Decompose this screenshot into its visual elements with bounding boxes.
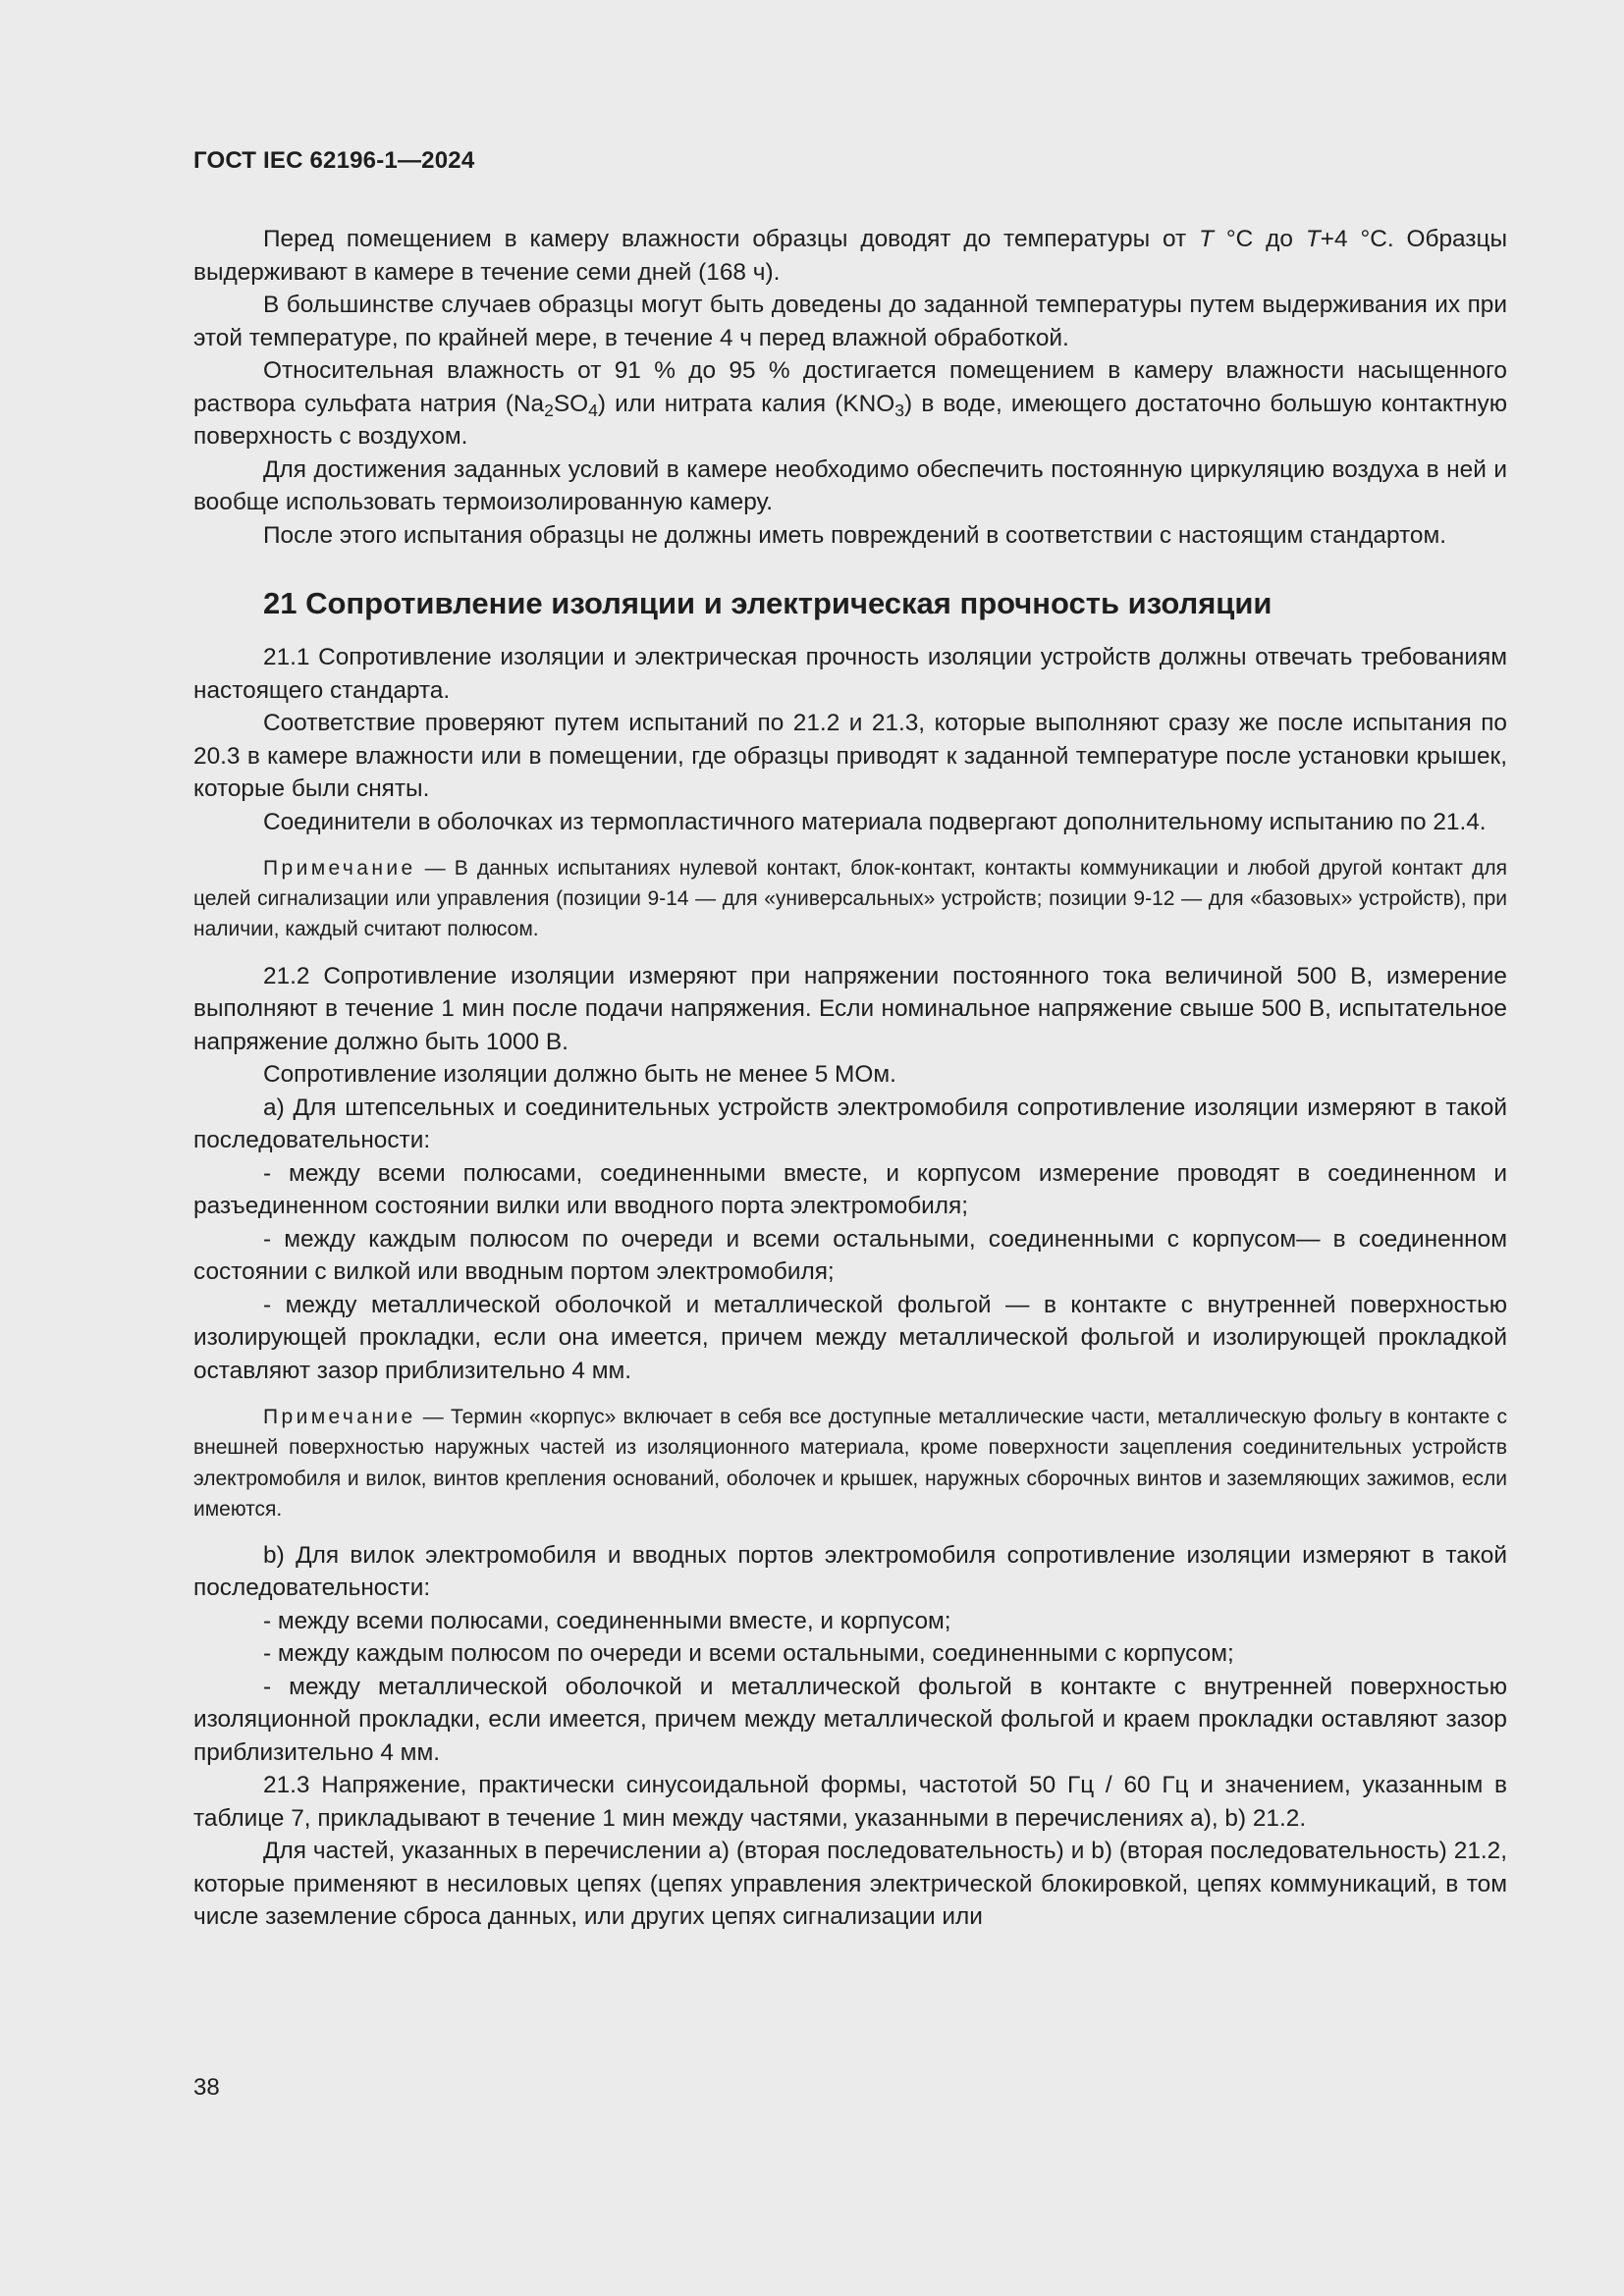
note-label: Примечание bbox=[263, 1406, 416, 1429]
list-dash-item: - между всеми полюсами, соединенными вместе, и корпусом измерение проводят в соединенном и разъединенном состоянии вилки или вводного порта электромобиля; bbox=[193, 1159, 1507, 1220]
variable-t: T bbox=[1199, 226, 1214, 252]
list-item-b: b) Для вилок электромобиля и вводных портов электромобиля сопротивление изоляции измеряют в такой последовательности: bbox=[193, 1541, 1507, 1602]
paragraph-21-3: 21.3 Напряжение, практически синусоидальной формы, частотой 50 Гц / 60 Гц и значением, указанным в таблице 7, прикладывают в течение 1 мин между частями, указанными в перечислениях a), b) 21.2. bbox=[193, 1772, 1507, 1832]
text-run: Перед помещением в камеру влажности образцы доводят до температуры от bbox=[263, 226, 1200, 252]
list-dash-item: - между металлической оболочкой и металлической фольгой в контакте с внутренней поверхностью изоляционной прокладки, если имеется, причем между металлической фольгой и краем прокладки оставляют зазор приблизительно 4 мм. bbox=[193, 1673, 1507, 1766]
text-run: ) или нитрата калия (KNO bbox=[597, 390, 895, 417]
note-poles bbox=[193, 853, 1507, 945]
text-run: °C до bbox=[1214, 226, 1306, 252]
subscript: 2 bbox=[544, 400, 554, 420]
subscript: 3 bbox=[894, 400, 905, 420]
paragraph-compliance: Соответствие проверяют путем испытаний по 21.2 и 21.3, которые выполняют сразу же после испытания по 20.3 в камере влажности или в помещении, где образцы приводят к заданной температуре после установки крышек, которые были сняты. bbox=[193, 710, 1507, 802]
subscript: 4 bbox=[588, 400, 598, 420]
text-run: Относительная влажность от 91 % до 95 % достигается помещением в камеру влажности насыщенного раствора сульфата натрия (Na bbox=[193, 357, 1507, 417]
paragraph-thermoplastic: Соединители в оболочках из термопластичного материала подвергают дополнительному испытанию по 21.4. bbox=[263, 808, 1487, 835]
note-text: — В данных испытаниях нулевой контакт, блок-контакт, контакты коммуникации и любой другой контакт для целей сигнализации или управления (позиции 9-14 — для «универсальных» устройств; позиции 9-12 — для «базовых» устройств), при наличии, каждый считают полюсом. bbox=[193, 857, 1507, 941]
section-21-title: 21 Сопротивление изоляции и электрическая прочность изоляции bbox=[263, 586, 1272, 620]
note-body-term bbox=[193, 1402, 1507, 1524]
document-body bbox=[193, 223, 1507, 1934]
paragraph-21-1: 21.1 Сопротивление изоляции и электрическая прочность изоляции устройств должны отвечать требованиям настоящего стандарта. bbox=[193, 644, 1507, 704]
text-run: +4 °C. Образцы выдерживают в камере в течение семи дней (168 ч). bbox=[193, 226, 1507, 286]
paragraph-non-power-circuits: Для частей, указанных в перечислении a) (вторая последовательность) и b) (вторая последовательность) 21.2, которые применяют в несиловых цепях (цепях управления электрической блокировкой, цепях коммуникаций, в том числе заземление сброса данных, или других цепях сигнализации или bbox=[193, 1838, 1507, 1931]
list-dash-item: - между металлической оболочкой и металлической фольгой — в контакте с внутренней поверхностью изолирующей прокладки, если она имеется, причем между металлической фольгой и изолирующей прокладкой оставляют зазор приблизительно 4 мм. bbox=[193, 1291, 1507, 1384]
paragraph-relative-humidity bbox=[193, 354, 1507, 454]
paragraph-sample-temperature bbox=[193, 223, 1507, 289]
paragraph-air-circulation: Для достижения заданных условий в камере необходимо обеспечить постоянную циркуляцию воздуха в ней и вообще использовать термоизолированную камеру. bbox=[193, 455, 1507, 515]
paragraph-no-damage: После этого испытания образцы не должны иметь повреждений в соответствии с настоящим стандартом. bbox=[263, 521, 1446, 549]
list-item-a: a) Для штепсельных и соединительных устройств электромобиля сопротивление изоляции измеряют в такой последовательности: bbox=[193, 1094, 1507, 1154]
variable-t: T bbox=[1305, 226, 1321, 252]
text-run: SO bbox=[553, 390, 589, 417]
list-dash-item: - между каждым полюсом по очереди и всеми остальными, соединенными с корпусом— в соединенном состоянии с вилкой или вводным портом электромобиля; bbox=[193, 1225, 1507, 1286]
page-number: 38 bbox=[193, 2074, 220, 2101]
note-label: Примечание bbox=[263, 857, 416, 880]
paragraph-temperature-conditioning: В большинстве случаев образцы могут быть доведены до заданной температуры путем выдерживания их при этой температуре, по крайней мере, в течение 4 ч перед влажной обработкой. bbox=[193, 292, 1507, 351]
document-header: ГОСТ IEC 62196-1—2024 bbox=[193, 147, 475, 174]
list-dash-item: - между каждым полюсом по очереди и всеми остальными, соединенными с корпусом; bbox=[263, 1640, 1234, 1668]
list-dash-item: - между всеми полюсами, соединенными вместе, и корпусом; bbox=[263, 1607, 951, 1634]
text-run: ) в воде, имеющего достаточно большую контактную поверхность с воздухом. bbox=[193, 390, 1507, 450]
paragraph-21-2: 21.2 Сопротивление изоляции измеряют при напряжении постоянного тока величиной 500 В, измерение выполняют в течение 1 мин после подачи напряжения. Если номинальное напряжение свыше 500 В, испытательное напряжение должно быть 1000 В. bbox=[193, 962, 1507, 1055]
note-text: — Термин «корпус» включает в себя все доступные металлические части, металлическую фольгу в контакте с внешней поверхностью наружных частей из изоляционного материала, кроме поверхности зацепления соединительных устройств электромобиля и вилок, винтов крепления оснований, оболочек и крышек, наружных сборочных винтов и заземляющих зажимов, если имеются. bbox=[193, 1406, 1507, 1521]
paragraph-min-resistance: Сопротивление изоляции должно быть не менее 5 МОм. bbox=[263, 1061, 896, 1089]
